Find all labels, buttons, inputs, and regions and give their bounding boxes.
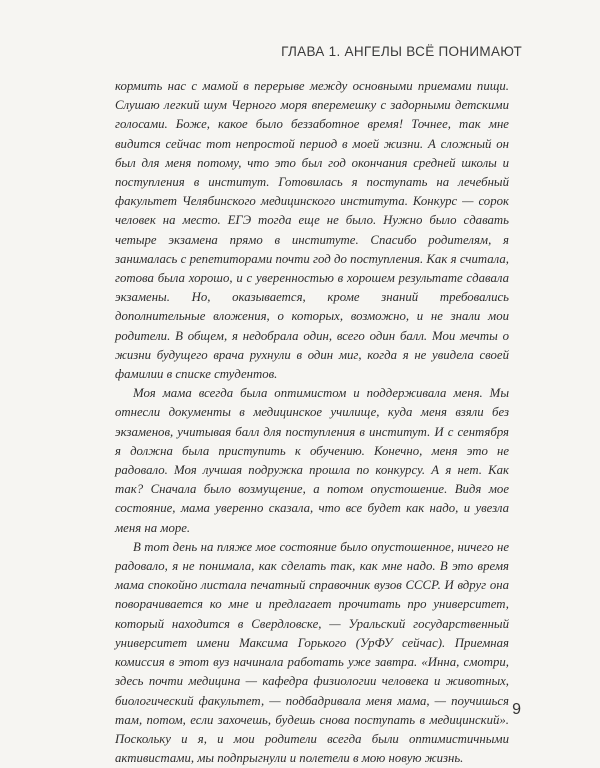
running-header: ГЛАВА 1. АНГЕЛЫ ВСЁ ПОНИМАЮТ bbox=[281, 44, 522, 59]
body-text bbox=[115, 77, 509, 768]
paragraph-continuation: кормить нас с мамой в перерыве между основными приемами пищи. Слушаю легкий шум Черного моря вперемешку с задорными детскими голосами. Боже, какое было беззаботное время! Точнее, так мне видится сейчас тот непростой период в моей жизни. А сложный он был для меня потому, что это был год окончания средней школы и поступления в институт. Готовилась я поступать на лечебный факультет Челябинского медицинского института. Конкурс — сорок человек на место. ЕГЭ тогда еще не было. Нужно было сдавать четыре экзамена прямо в институте. Спасибо родителям, я занималась с репетиторами почти год до поступления. Как я считала, готова была хорошо, и с уверенностью в хорошем результате сдавала экзамены. Но, оказывается, кроме знаний требовались дополнительные вложения, о которых, возможно, и не знали мои родители. В общем, я недобрала один, всего один балл. Мои мечты о жизни будущего врача рухнули в один миг, когда я не увидела своей фамилии в списке студентов. bbox=[115, 79, 509, 382]
paragraph: Моя мама всегда была оптимистом и поддерживала меня. Мы отнесли документы в медицинское училище, куда меня взяли без экзаменов, учитывая балл для поступления в институт. И с сентября я должна была приступить к обучению. Конечно, меня это не радовало. Моя лучшая подружка прошла по конкурсу. А я нет. Как так? Сначала было возмущение, а потом опустошение. Видя мое состояние, мама уверенно сказала, что все будет как надо, и увезла меня на море. bbox=[115, 386, 509, 535]
paragraph: В тот день на пляже мое состояние было опустошенное, ничего не радовало, я не понимала, как сделать так, как мне надо. В это время мама спокойно листала печатный справочник вузов СССР. И вдруг она поворачивается ко мне и предлагает прочитать про университет, который находится в Свердловске, — Уральский государственный университет имени Максима Горького (УрФУ сейчас). Приемная комиссия в этот вуз начинала работать уже завтра. «Инна, смотри, здесь почти медицина — кафедра физиологии человека и животных, биологический факультет, — подбадривала меня мама, — поучишься там, потом, если захочешь, будешь снова поступать в медицинский». Поскольку и я, и мои родители всегда были оптимистичными активистами, мы подпрыгнули и полетели в мою новую жизнь. bbox=[115, 539, 509, 766]
page-number: 9 bbox=[512, 701, 521, 718]
